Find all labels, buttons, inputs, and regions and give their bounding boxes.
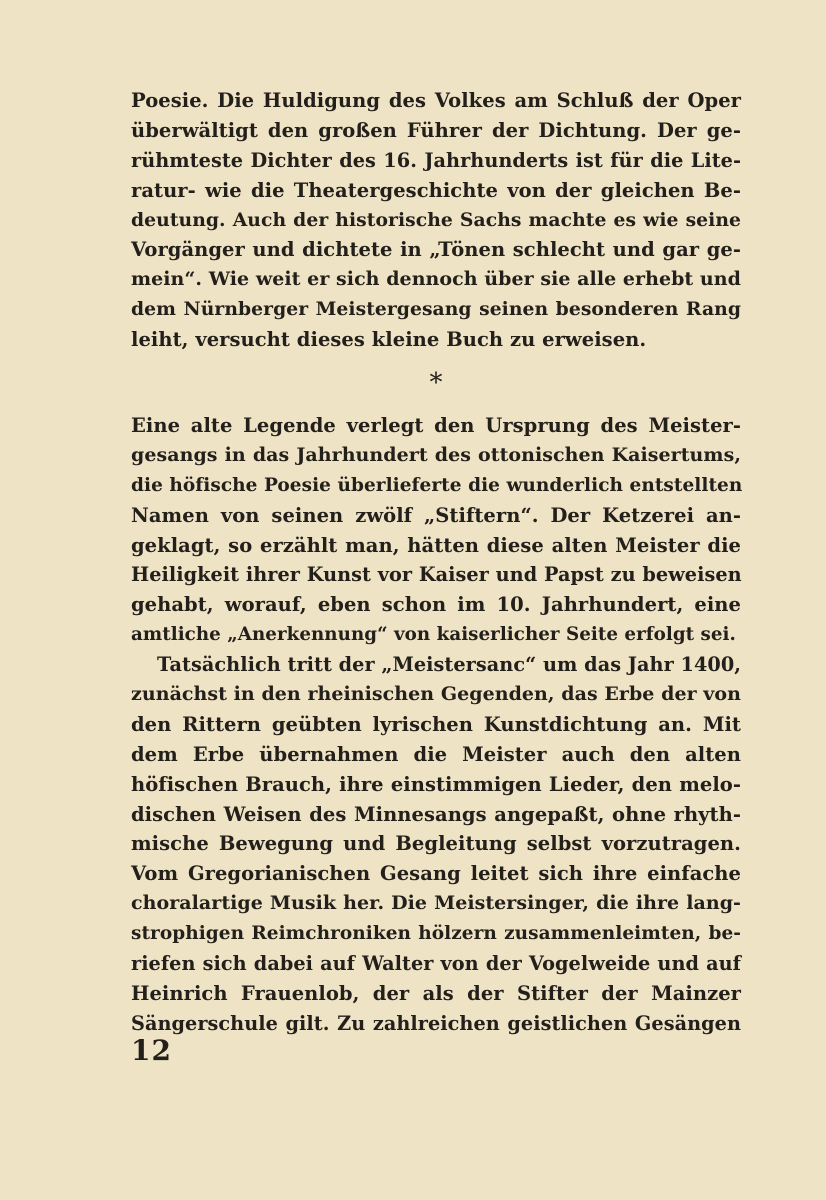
text-line: dischen Weisen des Minnesangs angepaßt, ohne rhyth- xyxy=(131,802,741,826)
text-line: überwältigt den großen Führer der Dichtung. Der ge- xyxy=(131,118,741,142)
text-line: Namen von seinen zwölf „Stiftern“. Der Ketzerei an- xyxy=(131,503,741,527)
text-line: Poesie. Die Huldigung des Volkes am Schluß der Oper xyxy=(131,89,741,112)
text-line: choralartige Musik her. Die Meistersinger, die ihre lang- xyxy=(131,892,741,915)
text-line: Heiligkeit ihrer Kunst vor Kaiser und Papst zu beweisen xyxy=(131,563,742,587)
text-line: höfischen Brauch, ihre einstimmigen Lieder, den melo- xyxy=(131,772,741,796)
text-line: Vom Gregorianischen Gesang leitet sich ihre einfache xyxy=(131,862,741,886)
text-line: zunächst in den rheinischen Gegenden, das Erbe der von xyxy=(131,683,741,706)
text-line: Heinrich Frauenlob, der als der Stifter der Mainzer xyxy=(131,981,741,1005)
text-line: dem Erbe übernahmen die Meister auch den alten xyxy=(131,742,741,766)
text-line: ratur- wie die Theatergeschichte von der gleichen Be- xyxy=(131,178,741,202)
paragraph-3 xyxy=(131,650,741,1039)
text-line: amtliche „Anerkennung“ von kaiserlicher Seite erfolgt sei. xyxy=(131,624,736,646)
text-line: Sängerschule gilt. Zu zahlreichen geistlichen Gesängen xyxy=(131,1011,741,1035)
text-line: dem Nürnberger Meistergesang seinen besonderen Rang xyxy=(131,298,741,321)
text-line: leiht, versucht dieses kleine Buch zu erweisen. xyxy=(131,328,647,352)
page-number: 12 xyxy=(131,1034,172,1067)
text-line: gesangs in das Jahrhundert des ottonischen Kaisertums, xyxy=(131,443,741,466)
text-line: Eine alte Legende verlegt den Ursprung des Meister- xyxy=(131,414,741,438)
text-line: Tatsächlich tritt der „Meistersanc“ um das Jahr 1400, xyxy=(157,653,742,677)
text-line: mein“. Wie weit er sich dennoch über sie alle erhebt und xyxy=(131,268,741,291)
body-text xyxy=(131,86,741,1039)
text-line: riefen sich dabei auf Walter von der Vogelweide und auf xyxy=(131,952,741,976)
text-line: die höfische Poesie überlieferte die wunderlich entstellten xyxy=(131,474,743,496)
text-line: gehabt, worauf, eben schon im 10. Jahrhundert, eine xyxy=(131,593,741,617)
text-line: strophigen Reimchroniken hölzern zusammenleimten, be- xyxy=(131,923,741,945)
text-line: rühmteste Dichter des 16. Jahrhunderts ist für die Lite- xyxy=(131,148,741,172)
paragraph-1 xyxy=(131,86,741,355)
text-line: Vorgänger und dichtete in „Tönen schlecht und gar ge- xyxy=(131,238,741,262)
section-separator: * xyxy=(429,368,443,399)
text-line: mische Bewegung und Begleitung selbst vorzutragen. xyxy=(131,832,741,856)
text-line: deutung. Auch der historische Sachs machte es wie seine xyxy=(131,208,741,231)
text-line: geklagt, so erzählt man, hätten diese alten Meister die xyxy=(131,533,741,557)
text-line: den Rittern geübten lyrischen Kunstdichtung an. Mit xyxy=(131,712,741,736)
paragraph-2 xyxy=(131,411,741,650)
